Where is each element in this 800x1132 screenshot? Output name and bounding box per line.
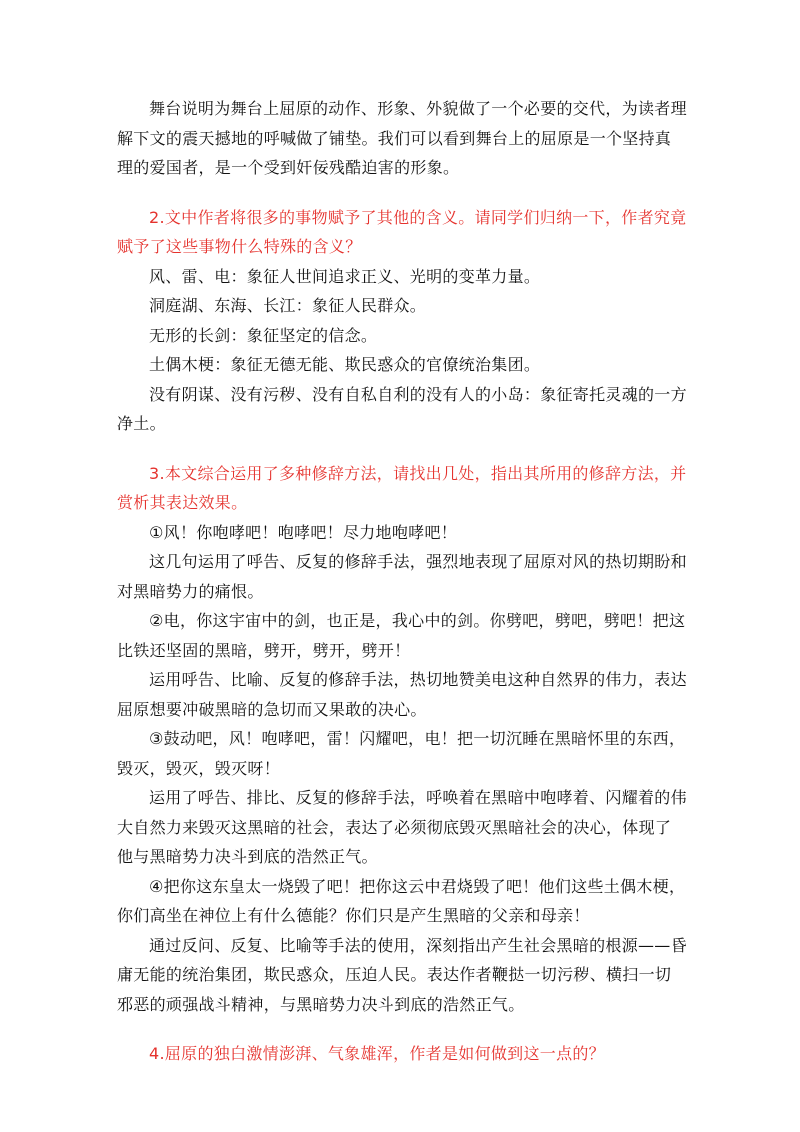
quote-3: ③鼓动吧，风！咆哮吧，雷！闪耀吧，电！把一切沉睡在黑暗怀里的东西，毁灭，毁灭，毁灭呀！	[117, 729, 686, 778]
answer-line: 无形的长剑：象征坚定的信念。	[149, 325, 378, 345]
answer-line: 土偶木梗：象征无德无能、欺民惑众的官僚统治集团。	[149, 355, 541, 374]
document-body	[117, 94, 687, 1069]
question-2: 2.文中作者将很多的事物赋予了其他的含义。请同学们归纳一下，作者究竟赋予了这些事物什么特殊的含义？	[117, 207, 687, 256]
question-4: 4.屈原的独白激情澎湃、气象雄浑，作者是如何做到这一点的？	[149, 1044, 605, 1063]
answer-line: 没有阴谋、没有污秽、没有自私自利的没有人的小岛：象征寄托灵魂的一方净土。	[117, 384, 687, 433]
analysis-3: 运用了呼告、排比、反复的修辞手法，呼唤着在黑暗中咆哮着、闪耀着的伟大自然力来毁灭这黑暗的社会，表达了必须彻底毁灭黑暗社会的决心，体现了他与黑暗势力决斗到底的浩然正气。	[117, 788, 687, 866]
answer-line: 洞庭湖、东海、长江：象征人民群众。	[149, 296, 427, 315]
analysis-4: 通过反问、反复、比喻等手法的使用，深刻指出产生社会黑暗的根源——昏庸无能的统治集团，欺民惑众，压迫人民。表达作者鞭挞一切污秽、横扫一切邪恶的顽强战斗精神，与黑暗势力决斗到底的浩然正气。	[117, 935, 687, 1014]
quote-2: ②电，你这宇宙中的剑，也正是，我心中的剑。你劈吧，劈吧，劈吧！把这比铁还坚固的黑暗，劈开，劈开，劈开！	[117, 611, 686, 660]
question-3: 3.本文综合运用了多种修辞方法，请找出几处，指出其所用的修辞方法，并赏析其表达效果。	[117, 463, 687, 512]
quote-4: ④把你这东皇太一烧毁了吧！把你这云中君烧毁了吧！他们这些土偶木梗，你们高坐在神位上有什么德能？你们只是产生黑暗的父亲和母亲！	[117, 876, 686, 925]
analysis-2: 运用呼告、比喻、反复的修辞手法，热切地赞美电这种自然界的伟力，表达屈原想要冲破黑暗的急切而又果敢的决心。	[117, 670, 687, 719]
quote-1: ①风！你咆哮吧！咆哮吧！尽力地咆哮吧！	[149, 522, 458, 542]
answer-line: 风、雷、电：象征人世间追求正义、光明的变革力量。	[149, 266, 541, 286]
analysis-1: 这几句运用了呼告、反复的修辞手法，强烈地表现了屈原对风的热切期盼和对黑暗势力的痛恨。	[117, 552, 687, 601]
paragraph-intro: 舞台说明为舞台上屈原的动作、形象、外貌做了一个必要的交代，为读者理解下文的震天撼地的呼喊做了铺垫。我们可以看到舞台上的屈原是一个坚持真理的爱国者，是一个受到奸佞残酷迫害的形象。	[117, 99, 687, 177]
